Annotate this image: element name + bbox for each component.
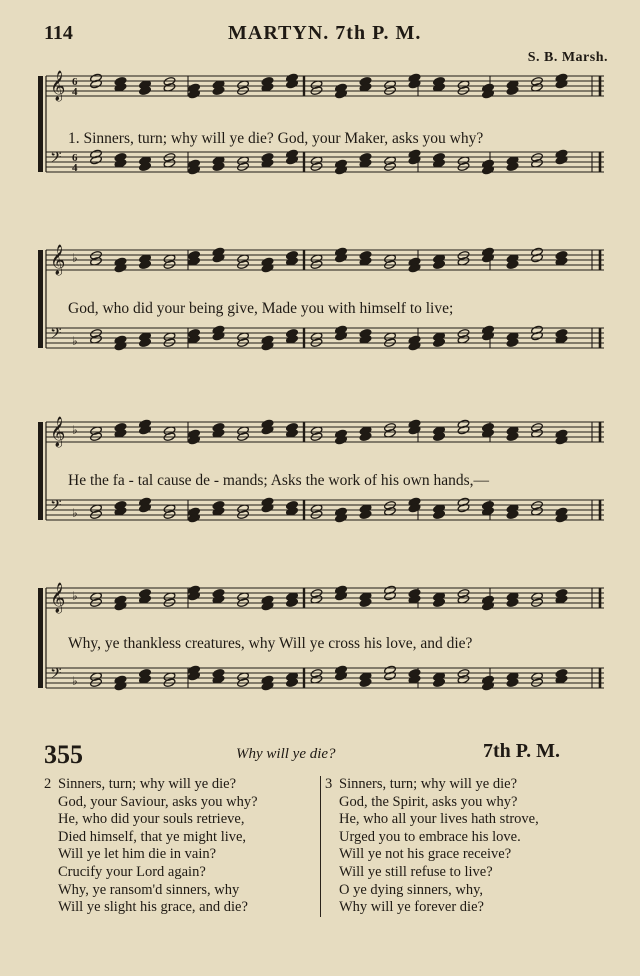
- brace: [38, 76, 43, 172]
- hymn-subtitle: Why will ye die?: [236, 746, 336, 762]
- flat-icon: ♭: [72, 674, 78, 688]
- verse-2: [44, 776, 316, 917]
- tune-title: MARTYN. 7th P. M.: [228, 22, 422, 44]
- verse-line: Will ye still refuse to live?: [339, 863, 493, 880]
- lyric-line-1: 1. Sinners, turn; why will ye die? God, your Maker, asks you why?: [68, 130, 484, 147]
- verse-3: [320, 776, 615, 917]
- verse-line: Why will ye forever die?: [339, 899, 484, 916]
- verse-line: 3 Sinners, turn; why will ye die?: [325, 776, 518, 792]
- music-system-3: [38, 412, 604, 542]
- verse-line: Crucify your Lord again?: [58, 863, 206, 880]
- lyric-line-2: God, who did your being give, Made you with himself to live;: [68, 300, 454, 317]
- verse-line: God, the Spirit, asks you why?: [339, 793, 518, 810]
- verse-number: 2: [44, 776, 52, 792]
- flat-icon: ♭: [72, 506, 78, 520]
- composer-credit: S. B. Marsh.: [527, 50, 608, 65]
- bass-clef-icon: 𝄢: [50, 149, 62, 170]
- bass-clef-icon: 𝄢: [50, 665, 62, 686]
- music-system-1: [38, 66, 604, 194]
- treble-clef-icon: 𝄞: [50, 71, 66, 101]
- verse-line: He, who did your souls retrieve,: [58, 811, 245, 828]
- lyric-line-4: Why, ye thankless creatures, why Will ye cross his love, and die?: [68, 635, 473, 652]
- brace: [38, 250, 43, 348]
- hymn-heading: [44, 740, 600, 769]
- treble-clef-icon: 𝄞: [50, 583, 66, 613]
- verse-number: 3: [325, 776, 333, 792]
- time-sig-bottom: 4: [72, 162, 78, 174]
- hymn-number: 355: [44, 740, 83, 769]
- flat-icon: ♭: [72, 423, 78, 437]
- verse-line: O ye dying sinners, why,: [339, 881, 484, 898]
- page-number: 114: [44, 22, 73, 44]
- brace: [38, 422, 43, 520]
- verse-line: He, who all your lives hath strove,: [339, 811, 539, 828]
- page-header: [44, 22, 600, 46]
- music-system-4: [38, 578, 604, 710]
- verse-line: God, your Saviour, asks you why?: [58, 793, 258, 810]
- bass-clef-icon: 𝄢: [50, 325, 62, 346]
- flat-icon: ♭: [72, 251, 78, 265]
- brace: [38, 588, 43, 688]
- verse-line: Why, ye ransom'd sinners, why: [58, 881, 240, 898]
- time-sig-top: 6: [72, 76, 78, 88]
- verse-line: 2 Sinners, turn; why will ye die?: [44, 776, 237, 792]
- time-sig-top: 6: [72, 152, 78, 164]
- flat-icon: ♭: [72, 589, 78, 603]
- verse-line: Will ye not his grace receive?: [339, 846, 512, 863]
- hymn-meter: 7th P. M.: [482, 740, 560, 762]
- verse-line: Will ye slight his grace, and die?: [58, 899, 248, 916]
- time-sig-bottom: 4: [72, 86, 78, 98]
- flat-icon: ♭: [72, 334, 78, 348]
- lyric-line-3: He the fa - tal cause de - mands; Asks the work of his own hands,—: [68, 472, 489, 489]
- treble-clef-icon: 𝄞: [50, 245, 66, 275]
- verse-line: Will ye let him die in vain?: [58, 846, 217, 863]
- treble-clef-icon: 𝄞: [50, 417, 66, 447]
- bass-clef-icon: 𝄢: [50, 497, 62, 518]
- music-system-2: [38, 240, 604, 370]
- verse-line: Urged you to embrace his love.: [339, 828, 521, 845]
- verse-line: Died himself, that ye might live,: [58, 828, 247, 845]
